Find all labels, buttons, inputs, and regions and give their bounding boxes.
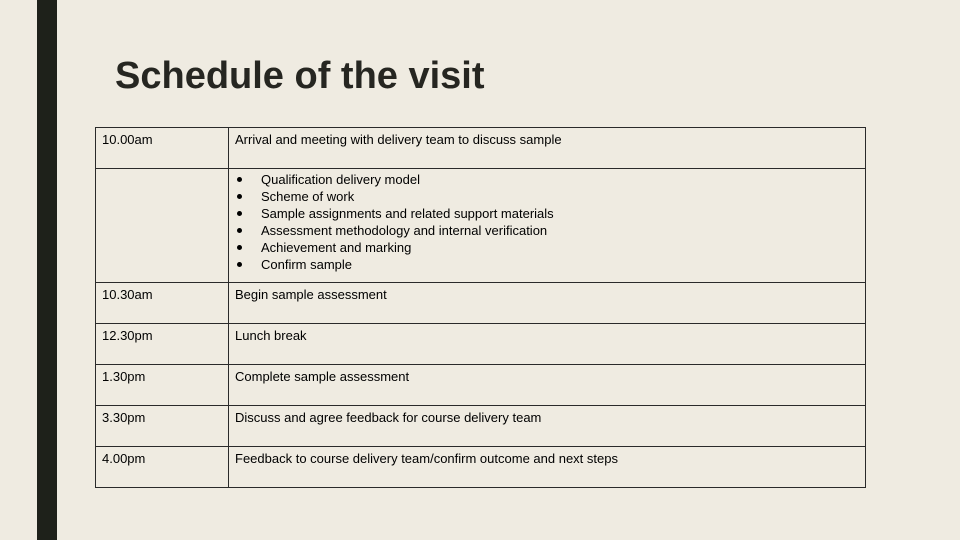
table-row <box>96 283 866 324</box>
table-row <box>96 169 866 283</box>
time-cell: 3.30pm <box>96 406 229 447</box>
table-row <box>96 324 866 365</box>
agenda-bullet-list <box>235 171 859 273</box>
activity-cell: Feedback to course delivery team/confirm outcome and next steps <box>229 447 866 488</box>
table-row <box>96 128 866 169</box>
list-item: Qualification delivery model <box>235 171 859 188</box>
time-cell <box>96 169 229 283</box>
activity-cell: Arrival and meeting with delivery team to discuss sample <box>229 128 866 169</box>
activity-cell: Begin sample assessment <box>229 283 866 324</box>
list-item: Sample assignments and related support materials <box>235 205 859 222</box>
table-row <box>96 447 866 488</box>
list-item: Confirm sample <box>235 256 859 273</box>
list-item: Scheme of work <box>235 188 859 205</box>
table-row <box>96 406 866 447</box>
activity-cell <box>229 169 866 283</box>
time-cell: 10.30am <box>96 283 229 324</box>
table-row <box>96 365 866 406</box>
activity-cell: Complete sample assessment <box>229 365 866 406</box>
left-accent-bar <box>37 0 57 540</box>
list-item: Achievement and marking <box>235 239 859 256</box>
activity-cell: Discuss and agree feedback for course delivery team <box>229 406 866 447</box>
time-cell: 4.00pm <box>96 447 229 488</box>
time-cell: 10.00am <box>96 128 229 169</box>
activity-cell: Lunch break <box>229 324 866 365</box>
time-cell: 12.30pm <box>96 324 229 365</box>
time-cell: 1.30pm <box>96 365 229 406</box>
page-title: Schedule of the visit <box>115 55 485 97</box>
list-item: Assessment methodology and internal verification <box>235 222 859 239</box>
schedule-table <box>95 127 866 488</box>
